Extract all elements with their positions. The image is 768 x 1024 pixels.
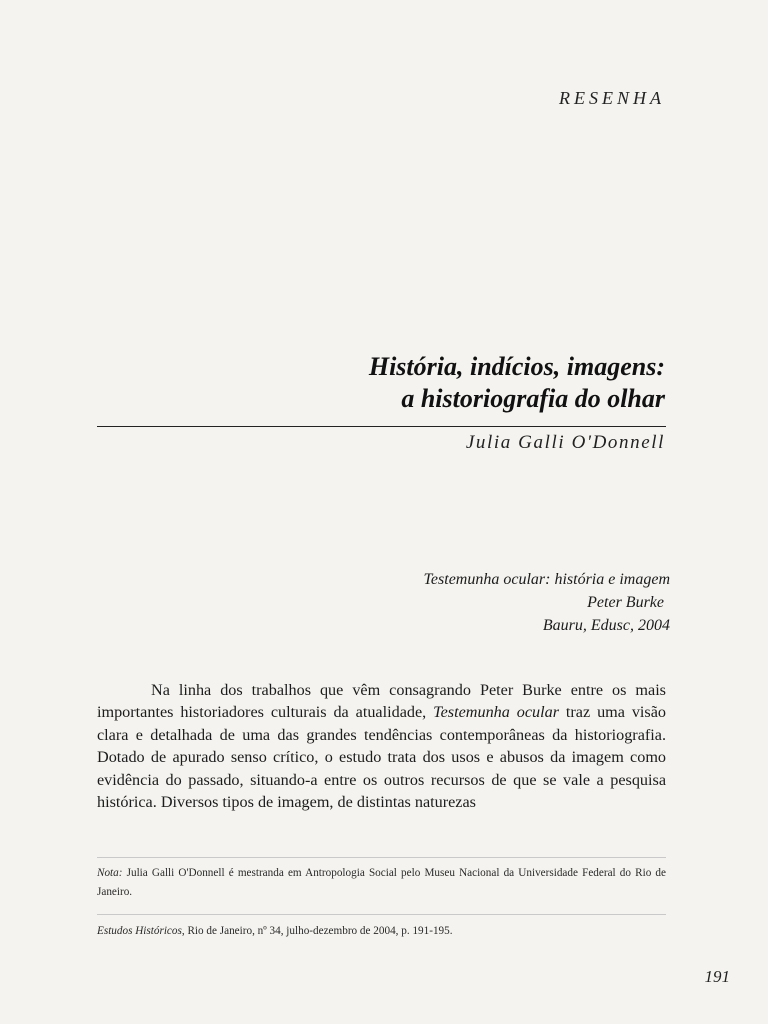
reviewed-book-author: Peter Burke [587, 594, 664, 611]
body-paragraph [97, 679, 666, 813]
body-text [97, 679, 666, 813]
footnote [97, 864, 666, 902]
citation [97, 925, 666, 937]
footnote-text: Julia Galli O'Donnell é mestranda em Antropologia Social pelo Museu Nacional da Universidade Federal do Rio de Janeiro. [97, 867, 666, 898]
article-title-line-1: História, indícios, imagens: [368, 352, 665, 381]
body-text-span: Na linha dos trabalhos que vêm consagrando Peter Burke entre os mais importantes historiadores culturais da atualidade, [97, 681, 666, 722]
footnote-label: Nota: [97, 867, 123, 879]
citation-details: , Rio de Janeiro, nº 34, julho-dezembro de 2004, p. 191-195. [181, 925, 453, 937]
article-author: Julia Galli O'Donnell [465, 432, 665, 453]
footnote-separator [97, 857, 666, 858]
body-book-title: Testemunha ocular [433, 703, 560, 722]
page-number: 191 [704, 967, 730, 986]
reviewed-book-publication: Bauru, Edusc, 2004 [542, 617, 670, 634]
reviewed-book-title: Testemunha ocular: história e imagem [423, 571, 670, 588]
article-title-line-2: a historiografia do olhar [401, 384, 665, 413]
citation-separator [97, 914, 666, 915]
title-rule [97, 426, 666, 427]
section-label: RESENHA [559, 88, 665, 108]
body-text-span: traz uma visão clara e detalhada de uma das grandes tendências contemporâneas da historiografia. Dotado de apurado senso crítico, o estudo trata dos usos e abusos da imagem como evidência do passado, situando-a entre os outros recursos de que se vale a pesquisa histórica. Diversos tipos de imagem, de distintas naturezas [97, 703, 666, 812]
citation-journal: Estudos Históricos [97, 925, 182, 937]
